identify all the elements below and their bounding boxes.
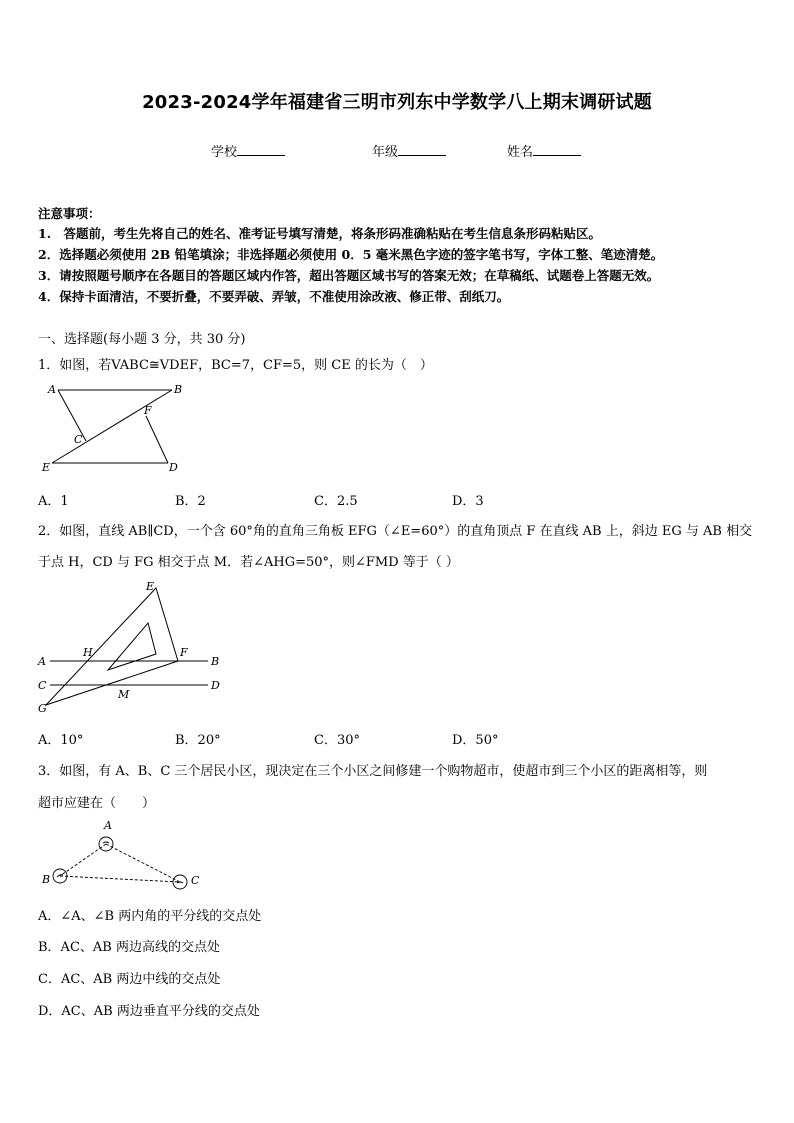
q2-label-h: H: [83, 646, 93, 659]
q1-label-a: A: [48, 383, 56, 396]
q1-label-d: D: [169, 461, 178, 474]
q1-label-f: F: [144, 404, 152, 417]
q2-label-g: G: [38, 702, 47, 715]
q3-label-c: C: [191, 874, 200, 887]
q2-option-c: C．30°: [314, 733, 360, 748]
q2-option-a: A．10°: [38, 733, 84, 748]
question-3-stem-line2: 超市应建在（ ）: [38, 796, 156, 811]
question-1-figure: [36, 380, 186, 475]
q1-option-d: D．3: [452, 494, 484, 509]
q2-label-f: F: [180, 646, 188, 659]
q1-option-a: A．1: [38, 494, 69, 509]
grade-field: [372, 141, 446, 160]
name-field: [507, 141, 581, 160]
q1-option-c: C．2.5: [314, 494, 358, 509]
q1-option-b: B．2: [175, 494, 206, 509]
note-item: 1. 答题前，考生先将自己的姓名、准考证号填写清楚，将条形码准确粘贴在考生信息条形码粘贴区。: [38, 226, 602, 241]
question-1-stem: 1．如图，若VABC≅VDEF，BC=7，CF=5，则 CE 的长为（ ）: [38, 358, 433, 373]
q2-label-m: M: [118, 688, 130, 701]
q3-label-a: A: [104, 819, 112, 832]
exam-title: 2023-2024学年福建省三明市列东中学数学八上期末调研试题: [142, 92, 652, 113]
q3-option-d: D．AC、AB 两边垂直平分线的交点处: [38, 1004, 260, 1019]
grade-blank: [398, 143, 446, 156]
q2-label-b: B: [211, 655, 220, 668]
q2-label-a: A: [38, 655, 46, 668]
grade-label: 年级: [372, 145, 399, 160]
q2-option-d: D．50°: [452, 733, 499, 748]
note-item: 4．保持卡面清洁，不要折叠，不要弄破、弄皱，不准使用涂改液、修正带、刮纸刀。: [38, 289, 510, 304]
question-2-stem-line2: 于点 H，CD 与 FG 相交于点 M．若∠AHG=50°，则∠FMD 等于（ ）: [38, 555, 459, 570]
question-3-figure: [36, 816, 211, 896]
section-heading: 一、选择题(每小题 3 分，共 30 分): [38, 332, 246, 347]
note-item: 2．选择题必须使用 2B 铅笔填涂；非选择题必须使用 0．5 毫米黑色字迹的签字笔书写，字体工整、笔迹清楚。: [38, 247, 664, 262]
question-2-figure: [36, 576, 236, 720]
school-field: [211, 141, 285, 160]
q2-label-d: D: [211, 679, 220, 692]
q1-label-b: B: [174, 383, 183, 396]
name-blank: [533, 143, 581, 156]
q2-label-e: E: [146, 580, 155, 593]
q3-option-b: B．AC、AB 两边高线的交点处: [38, 940, 220, 955]
question-2-stem-line1: 2．如图，直线 AB∥CD，一个含 60°角的直角三角板 EFG（∠E=60°）的直角顶点 F 在直线 AB 上，斜边 EG 与 AB 相交: [38, 524, 753, 539]
q2-label-c: C: [38, 679, 47, 692]
school-label: 学校: [211, 145, 238, 160]
name-label: 姓名: [507, 145, 534, 160]
q2-option-b: B．20°: [175, 733, 221, 748]
notes-heading: 注意事项：: [38, 206, 101, 221]
q3-option-c: C．AC、AB 两边中线的交点处: [38, 972, 221, 987]
q1-label-c: C: [74, 433, 83, 446]
q3-label-b: B: [42, 873, 51, 886]
school-blank: [237, 143, 285, 156]
question-3-stem-line1: 3．如图，有 A、B、C 三个居民小区，现决定在三个小区之间修建一个购物超市，使超市到三个小区的距离相等，则: [38, 764, 708, 779]
note-item: 3．请按照题号顺序在各题目的答题区域内作答，超出答题区域书写的答案无效；在草稿纸、试题卷上答题无效。: [38, 268, 660, 283]
q3-option-a: A．∠A、∠B 两内角的平分线的交点处: [38, 909, 262, 924]
q1-label-e: E: [42, 461, 51, 474]
